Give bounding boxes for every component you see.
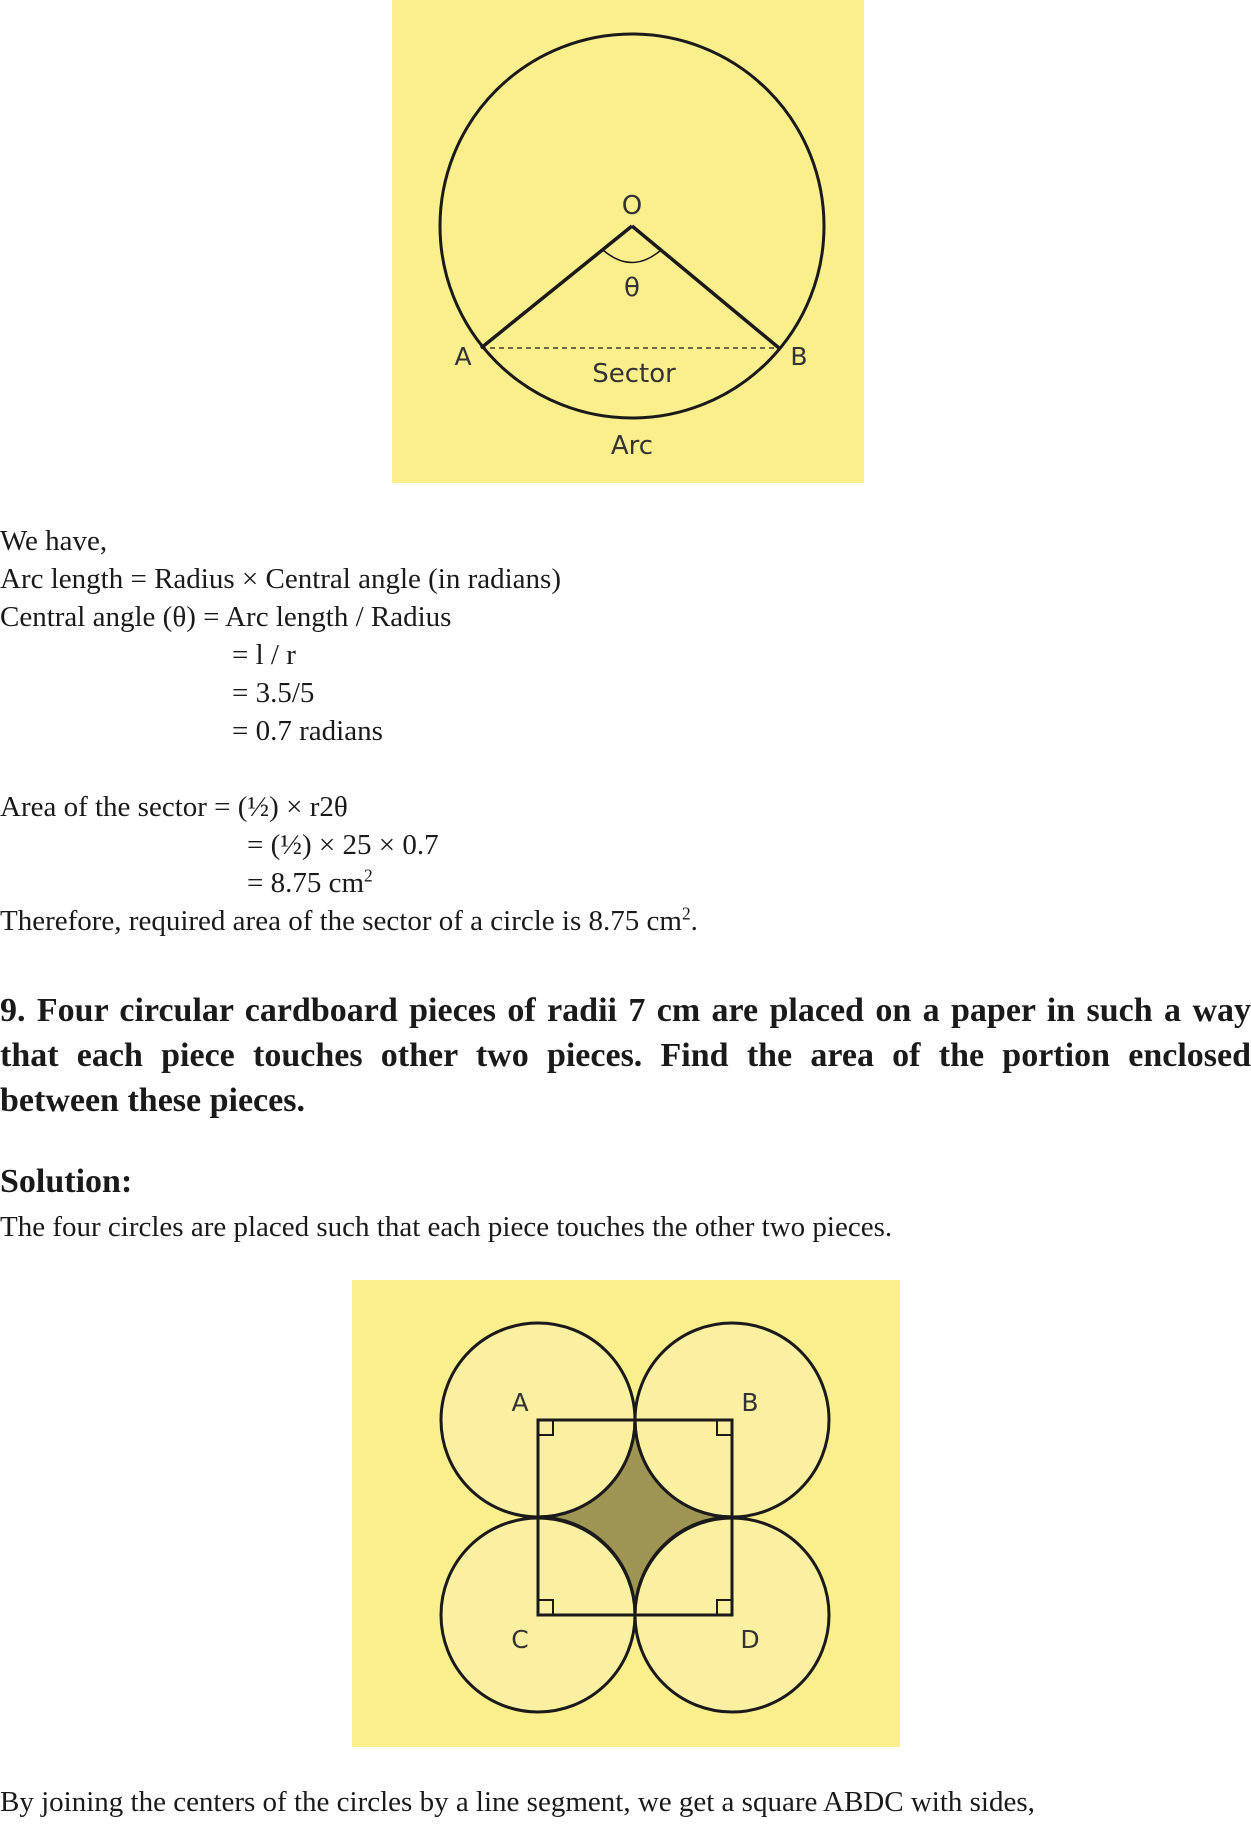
text-we-have: We have, <box>0 525 108 557</box>
text-area-value-sup: 2 <box>364 865 373 886</box>
text-radians: = 0.7 radians <box>232 715 383 747</box>
four-circles-diagram <box>352 1280 900 1747</box>
label-c: C <box>511 1625 529 1654</box>
text-conclusion-main: Therefore, required area of the sector of a circle is 8.75 cm <box>0 905 682 937</box>
question-9: 9. Four circular cardboard pieces of radii 7 cm are placed on a paper in such a way that each piece touches other two pieces. Find the area of the portion enclosed between these pieces. <box>0 992 1251 1119</box>
text-area-value <box>247 864 373 902</box>
solution-heading: Solution: <box>0 1163 133 1200</box>
solution-line-1: The four circles are placed such that each piece touches the other two pieces. <box>0 1211 893 1243</box>
label-a: A <box>454 342 472 371</box>
label-b: B <box>790 342 808 371</box>
four-circles-figure <box>352 1280 900 1747</box>
label-a: A <box>511 1388 529 1417</box>
sector-figure <box>392 0 864 483</box>
text-area-value-main: = 8.75 cm <box>247 867 365 899</box>
text-area-substitution: = (½) × 25 × 0.7 <box>247 829 439 861</box>
label-o: O <box>621 191 643 221</box>
solution-line-2: By joining the centers of the circles by a line segment, we get a square ABDC with sides, <box>0 1786 1035 1818</box>
text-central-angle: Central angle (θ) = Arc length / Radius <box>0 601 452 633</box>
label-b: B <box>741 1388 759 1417</box>
label-sector: Sector <box>592 359 676 389</box>
label-d: D <box>740 1625 760 1654</box>
label-arc: Arc <box>610 431 654 461</box>
text-conclusion-end: . <box>690 905 698 937</box>
text-conclusion <box>0 902 698 940</box>
text-arc-length-formula: Arc length = Radius × Central angle (in radians) <box>0 563 561 595</box>
label-theta: θ <box>624 273 640 303</box>
text-l-over-r: = l / r <box>232 639 296 671</box>
text-ratio: = 3.5/5 <box>232 677 315 709</box>
text-conclusion-sup: 2 <box>681 903 691 924</box>
text-area-formula: Area of the sector = (½) × r2θ <box>0 791 348 823</box>
sector-diagram <box>392 0 864 483</box>
